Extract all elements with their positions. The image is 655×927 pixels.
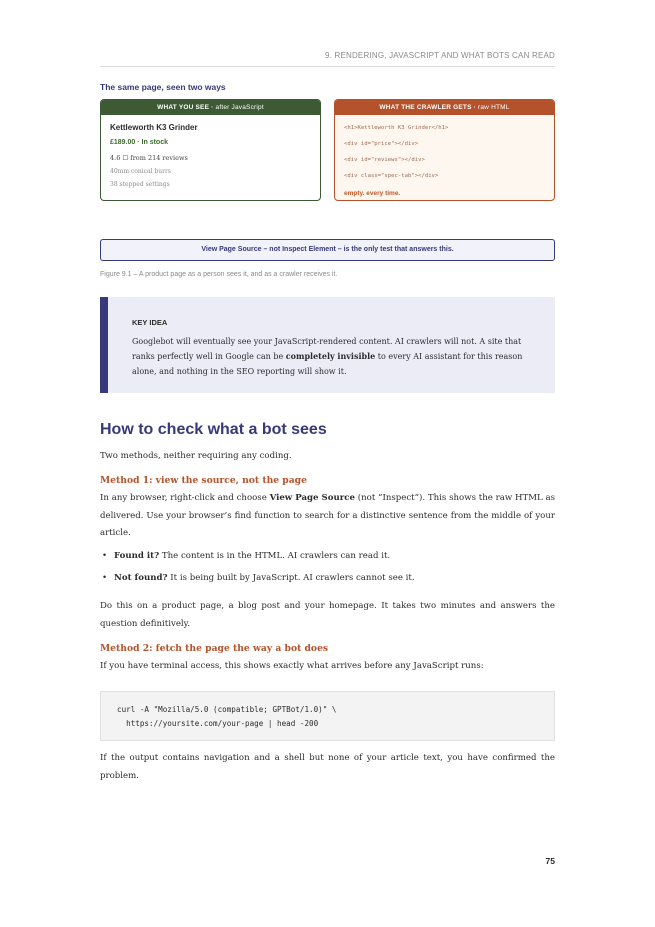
page-number: 75 xyxy=(545,856,555,866)
bullet-text: The content is in the HTML. AI crawlers can read it. xyxy=(159,551,391,561)
product-spec-settings: 38 stepped settings xyxy=(110,181,170,188)
curl-code-block xyxy=(100,691,555,741)
section-heading: How to check what a bot sees xyxy=(100,421,327,438)
empty-note: empty. every time. xyxy=(344,190,401,197)
raw-html-line: <div class="spec-tab"></div> xyxy=(344,173,439,179)
panel-header-sub: raw HTML xyxy=(478,104,510,111)
panel-what-you-see xyxy=(100,99,321,201)
view-source-banner: View Page Source – not Inspect Element – is the only test that answers this. xyxy=(100,239,555,261)
result-bullet-list xyxy=(100,548,555,591)
code-line: https://yoursite.com/your-page | head -200 xyxy=(117,719,319,728)
panel-what-crawler-gets xyxy=(334,99,555,201)
product-reviews: 4.6 ☐ from 214 reviews xyxy=(110,154,188,162)
price-separator: · xyxy=(135,139,142,146)
bullet-dot: • xyxy=(102,572,108,583)
bullet-dot: • xyxy=(102,551,108,561)
method-2-heading: Method 2: fetch the page the way a bot does xyxy=(100,643,329,654)
method-2-conclusion: If the output contains navigation and a shell but none of your article text, you have confirmed the problem. xyxy=(100,753,555,781)
raw-html-line: <div id="price"></div> xyxy=(344,141,419,147)
panel-header-separator: · xyxy=(209,104,216,111)
product-price-line xyxy=(110,139,311,146)
list-item xyxy=(100,570,555,588)
stock-status: In stock xyxy=(141,139,168,146)
method-2-intro: If you have terminal access, this shows exactly what arrives before any JavaScript runs: xyxy=(100,661,484,671)
key-idea-text-end: to every AI assistant for this reason alone, and nothing in the SEO reporting will show it. xyxy=(132,352,523,376)
raw-html-line: <h1>Kettleworth K3 Grinder</h1> xyxy=(344,125,449,131)
key-idea-box xyxy=(100,297,555,393)
panel-header-crawler xyxy=(335,100,554,115)
method-1-paragraph xyxy=(100,490,555,543)
panel-header-sub: after JavaScript xyxy=(215,104,264,111)
product-name: Kettleworth K3 Grinder xyxy=(110,123,198,132)
key-idea-emphasis: completely invisible xyxy=(285,351,376,361)
section-intro: Two methods, neither requiring any coding. xyxy=(100,451,292,461)
method-1-followup: Do this on a product page, a blog post and your homepage. It takes two minutes and answers the question definitively. xyxy=(100,601,555,629)
bullet-label: Found it? xyxy=(114,551,160,561)
key-idea-accent-bar xyxy=(100,297,108,393)
bullet-text: It is being built by JavaScript. AI crawlers cannot see it. xyxy=(167,572,415,583)
list-item xyxy=(100,548,555,566)
product-price: £189.00 xyxy=(110,139,136,146)
bullet-label: Not found? xyxy=(114,572,168,583)
raw-html-line: <div id="reviews"></div> xyxy=(344,157,425,163)
figure-caption: Figure 9.1 – A product page as a person sees it, and as a crawler receives it. xyxy=(100,271,338,278)
method-1-text-end: (not “Inspect”). This shows the raw HTML as delivered. Use your browser’s find function to search for a distinctive sentence from the middle of your article. xyxy=(100,493,556,538)
method-1-heading: Method 1: view the source, not the page xyxy=(100,475,307,486)
panel-header-main: WHAT YOU SEE xyxy=(157,104,210,111)
method-1-text-start: In any browser, right-click and choose xyxy=(100,493,270,503)
product-spec-burrs: 40mm conical burrs xyxy=(110,168,171,175)
panel-header-separator: · xyxy=(471,104,478,111)
key-idea-text xyxy=(132,334,542,379)
panel-header-what-you-see xyxy=(101,100,320,115)
key-idea-label: KEY IDEA xyxy=(132,318,168,327)
key-idea-text-start: Googlebot will eventually see your JavaScript-rendered content. AI crawlers will not. A site that ranks perfectly well in Google can be xyxy=(132,337,522,361)
running-head: 9. RENDERING, JAVASCRIPT AND WHAT BOTS CAN READ xyxy=(324,51,555,60)
panel-header-main: WHAT THE CRAWLER GETS xyxy=(379,104,472,111)
header-divider xyxy=(100,66,555,67)
figure-title: The same page, seen two ways xyxy=(100,82,226,92)
view-page-source-term: View Page Source xyxy=(269,493,355,503)
code-line: curl -A "Mozilla/5.0 (compatible; GPTBot/1.0)" \ xyxy=(117,705,337,714)
